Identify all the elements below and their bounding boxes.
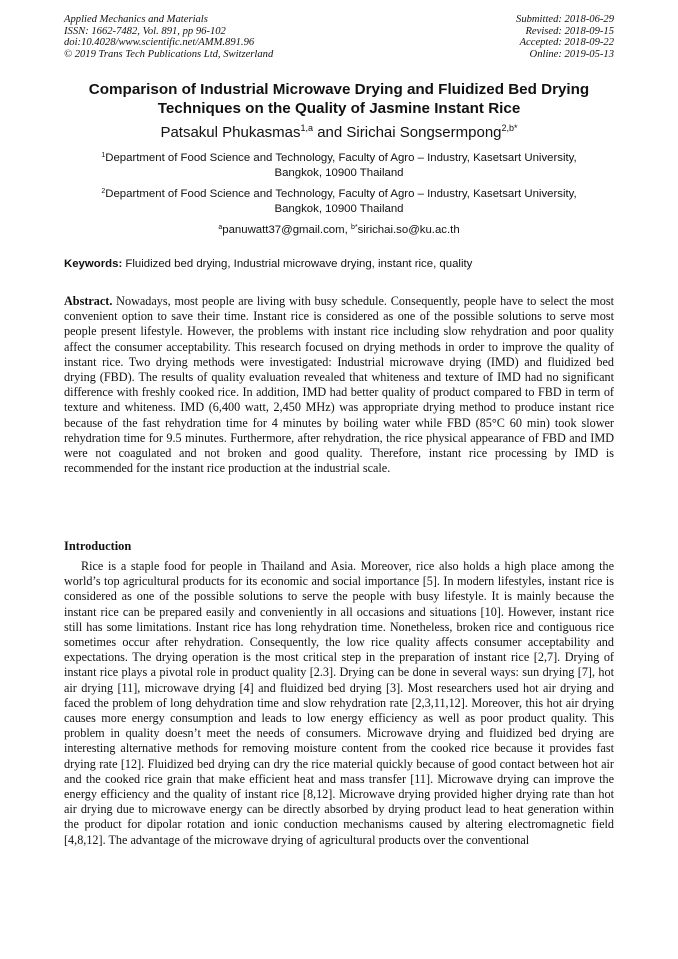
introduction-heading: Introduction	[64, 539, 132, 553]
keywords-label: Keywords:	[64, 258, 123, 270]
introduction-paragraph: Rice is a staple food for people in Thailand and Asia. Moreover, rice also holds a high place among the world’s top agricultural products for its economic and social importance [5]. In modern lifestyles, instant rice is considered as one of the possible solutions to serve the people with busy lifestyle. It is mainly because the instant rice can be prepared easily and conveniently in all occasions and situations [10]. However, instant rice still has some limitations. Instant rice has long rehydration time. Nonetheless, broken rice and contiguous rice sometimes occur after rehydration. Consequently, the low rice quality affects consumer acceptability and expectations. The drying operation is the most critical step in the preparation of instant rice [2,7]. Drying of instant rice plays a pivotal role in product quality [2.3]. Drying can be done in several ways: sun drying [7], hot air drying [11], microwave drying [4] and fluidized bed drying [3]. Most researchers used hot air drying and faced the problem of long dehydration time and slow rehydration rate [2,3,11,12]. Moreover, this hot air drying causes more energy consumption and leads to low energy efficiency as well as poor product quality. This problem in quality doesn’t meet the needs of consumers. Microwave drying and fluidized bed drying are interesting alternative methods for removing moisture content from the cooked rice because it provides fast drying rate [12]. Fluidized bed drying can dry the rice material quickly because of good contact between hot air and the cooked rice grain that make efficient heat and mass transfer [11]. Microwave drying can improve the energy efficiency and the quality of instant rice [8,12]. Microwave drying provided higher drying rate than hot air drying due to microwave energy can be directly absorbed by drying product lead to heat generation within the product for dipolar rotation and ionic conduction mechanisms caused by altering electromagnetic field [4,8,12]. The advantage of the microwave drying of agricultural products over the conventional	[64, 559, 614, 847]
date-online: Online: 2019-05-13	[529, 48, 614, 60]
author-2: Sirichai Songsermpong	[346, 124, 502, 141]
author-emails	[40, 223, 638, 238]
date-accepted: Accepted: 2018-09-22	[519, 37, 614, 49]
journal-info	[64, 14, 273, 60]
author-conjunction: and	[313, 124, 347, 141]
keywords-text: Fluidized bed drying, Industrial microwave drying, instant rice, quality	[122, 258, 473, 270]
abstract	[64, 294, 614, 476]
email-a-sup: a	[218, 224, 223, 231]
author-1-affil: 1,a	[300, 123, 314, 133]
publication-dates	[516, 14, 614, 60]
affiliation-2	[40, 187, 638, 217]
journal-issn: ISSN: 1662-7482, Vol. 891, pp 96-102	[64, 25, 226, 37]
title-line-1: Comparison of Industrial Microwave Drying and Fluidized Bed Drying	[88, 81, 590, 98]
keywords	[64, 257, 472, 272]
email-b[interactable]: sirichai.so@ku.ac.th	[357, 224, 460, 236]
affiliation-2-line-1: Department of Food Science and Technology, Faculty of Agro – Industry, Kasetsart University,	[105, 188, 577, 200]
affiliation-2-line-2: Bangkok, 10900 Thailand	[274, 203, 404, 215]
author-2-affil: 2,b*	[501, 123, 518, 133]
abstract-label: Abstract.	[64, 294, 113, 308]
abstract-text: Nowadays, most people are living with busy schedule. Consequently, people have to select the most convenient option to save their time. Instant rice is considered as one of the possible solutions to serve most people present lifestyle. However, the problems with instant rice including slow rehydration and poor quality affect the consumer acceptability. This research focused on drying methods in order to improve the quality of instant rice. Two drying methods were investigated: Industrial microwave drying (IMD) and fluidized bed drying (FBD). The results of quality evaluation revealed that whiteness and texture of IMD had no significant difference with freshly cooked rice. In addition, IMD had better quality of product compared to FBD in term of texture and whiteness. IMD (6,400 watt, 2,450 MHz) was appropriate drying method to produce instant rice because of the fast rehydration time for 4 minutes by boiling water while FBD (85°C 60 min) took slower rehydration time for 9.5 minutes. Furthermore, after rehydration, the rice physical appearance of FBD and IMD were not coagulated and not broken and good quality. Therefore, instant rice processing by IMD is recommended for the instant rice production at the industrial scale.	[64, 294, 614, 476]
author-1: Patsakul Phukasmas	[160, 124, 301, 141]
affiliation-1-sup: 1	[101, 152, 106, 159]
affiliation-1-line-1: Department of Food Science and Technology, Faculty of Agro – Industry, Kasetsart University,	[105, 152, 577, 164]
email-b-sup: b*	[350, 224, 358, 231]
title-line-2: Techniques on the Quality of Jasmine Instant Rice	[157, 100, 521, 117]
date-revised: Revised: 2018-09-15	[525, 25, 614, 37]
affiliation-1	[40, 151, 638, 181]
email-a[interactable]: panuwatt37@gmail.com,	[222, 224, 351, 236]
date-submitted: Submitted: 2018-06-29	[516, 14, 614, 25]
journal-name: Applied Mechanics and Materials	[64, 14, 208, 25]
journal-copyright: © 2019 Trans Tech Publications Ltd, Switzerland	[64, 48, 274, 60]
author-list	[40, 124, 638, 142]
affiliation-1-line-2: Bangkok, 10900 Thailand	[274, 167, 404, 179]
journal-doi: doi:10.4028/www.scientific.net/AMM.891.96	[64, 37, 255, 49]
paper-title	[40, 80, 638, 118]
affiliation-2-sup: 2	[101, 188, 106, 195]
